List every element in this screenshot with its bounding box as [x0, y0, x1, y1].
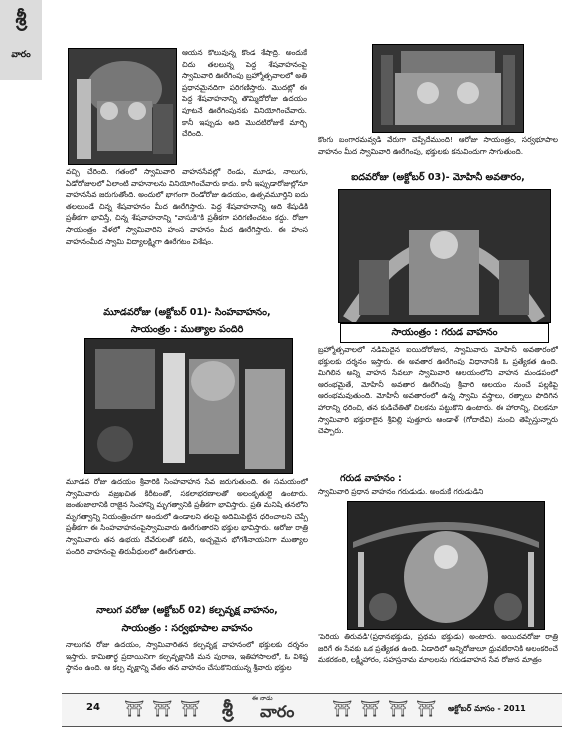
temple-icon: ⛩: [332, 699, 353, 718]
masthead-logo-glyph: శ్రీ: [15, 6, 27, 30]
temple-icon: ⛩: [152, 699, 173, 718]
day4-subheading: సాయంత్రం : సర్వభూపాల వాహనం: [121, 623, 253, 634]
garuda-paragraph-1: స్వామివారి ప్రధాన వాహనం గరుడుడు. అందుకే గరుడుడిని: [318, 487, 484, 496]
masthead-logo-tab: [0, 0, 42, 80]
day3-paragraph: మూడవ రోజు ఉదయం శ్రీవారికి సింహవాహన సేవ జరుగుతుంది. ఈ సమయంలో స్వామివారు వజ్రఖచిత కిరీటంతో, సకలాభరణాలతో అలంకృతులై ఉంటారు. జంతుజాలానికి రాజైన సింహాన్ని మృగత్వానికి ప్రతీకగా భావిస్తారు. ప్రతి మనిషి తనలోని మృగత్వాన్ని నియంత్రించగా అందులో ఉండాలని తలపై అదిమిపెట్టిన ధరించాలని చెప్పే ప్రతీకగా ఈ సింహవాహనంపైస్వామివారు ఊరేగుతారని భక్తుల భావిస్తారు. ఆరోజు రాత్రి స్వామివారు తన ఉభయ దేవేరులతో కలిసి, అచ్చమైన భోగశీనాయనిగా ముత్యాల పందిరి వాహనంపై తిరువీధులలో ఊరేగుతారు.: [66, 477, 308, 556]
photo-garuda-vahanam: [347, 501, 545, 630]
day4-paragraph: నాలుగవ రోజు ఉదయం, స్వామివారితన కల్పవృక్ష వాహనంలో భక్తులకు దర్శనం ఇస్తారు. కామితార్థ ప్రదాయినిగా కల్పవృక్షానికి మన పురాణ, ఇతిహాసాలలో, ఓ విశిష్ట స్థానం ఉంది. ఆ కల్ప వృక్షాన్ని వేతం తన వాహనం చేసుకొనియున్న శ్రీవారు భక్తుల: [66, 640, 308, 673]
garuda-heading: గరుడ వాహనం :: [340, 473, 402, 484]
garuda-paragraph-2: 'పెరియ తిరువడి'(ప్రధానభక్తుడు, ప్రథమ భక్తుడు) అంటారు. అయిదవరోజు రాత్రి జరిగే ఈ సేవకు ఒక ప్రత్యేకత ఉంది. ఏడాదిలో అన్నిరోజులూ ధ్రువబేరానికి అలంకరించే మకరకంఠి, లక్ష్మీహారం, సహస్రనామ మాలలను గరుడవాహన సేవ రోజున మాత్రం: [318, 632, 558, 665]
day3-heading: మూడవరోజు (అక్టోబర్ 01)- సింహవాహనం,: [103, 307, 271, 318]
photo-pedda-sesha-vahanam: [68, 48, 177, 165]
footer-bar: [62, 693, 562, 727]
day5-heading: ఐదవరోజు (అక్టోబర్ 03)- మోహినీ అవతారం,: [351, 172, 525, 183]
day3-subheading: సాయంత్రం : ముత్యాల పందిరి: [130, 324, 244, 335]
day5-caption: సాయంత్రం : గరుడ వాహనం: [340, 323, 549, 343]
left-paragraph-1b: వచ్చి చేరింది. గతంలో స్వామివారి వాహనసేవల్లో రెండు, మూడు, నాలుగు, ఏడోరోజులలో ఏలాంటి వాహనాలను వినియోగించేవారు కాదు. కానీ ఇప్పుడారోజుల్లోనూ వాహనసేవ జరుగుతోంది. అందులో భాగంగా రెండోరోజు ఉదయం, ఉత్సవమూర్తిని ఐదు తలలుండే చిన్న శేషవాహనం మీద ఊరేగిస్తారు. పెద్ద శేషవాహనాన్ని ఆది శేషుడికి ప్రతీకగా భావిస్తే, చిన్న శేషవాహనాన్ని "వాసుకి"కి ప్రతీకగా పరిగణించటం కద్దు. రోజూ సాయంత్రం వేళలో స్వామివారిని హంస వాహనం మీద ఊరేగిస్తారు. ఈ హంస వాహనంమీద స్వామి విద్యాలక్ష్మిగా ఊరేగటం విశేషం.: [66, 167, 308, 246]
issue-label: అక్టోబర్ మాసం - 2011: [448, 704, 526, 713]
temple-icon: ⛩: [416, 699, 437, 718]
photo-mohini-avataram-art: [339, 190, 550, 322]
day5-paragraph: బ్రహ్మోత్సవాలలో నడిమిదైన ఐయిదోరోజున, స్వామివారు మోహినీ అవతారంలో భక్తులకు దర్శనం ఇస్తారు. ఈ అవతార ఊరేగింపు విధానానికి ఓ ప్రత్యేకత ఉంది. మిగిలిన అన్ని వాహన సేవలూ స్వామివారి ఆలయంలోని వాహన మండపంలో ఆరంభమైతే, మోహినీ అవతార ఊరేగింపు శ్రీవారి ఆలయం నుంచే పల్లకిపై ఆరంభమవుతుంది. మోహినీ అవతారంలో ఉన్న స్వామి వస్త్రాలు, రత్నాలు పొదిగిన హారాన్ని ధరించి, తన కుడిచేతితో చిలకను పట్టుకొని ఉంటారు. ఈ హారాన్ని, చిలకనూ స్వామివారి భక్తురాలైన శ్రీవిల్లి పుత్తూరు ఆండాళ్ (గోదాదేవి) నుంచి తెప్పిస్తున్నారు చెప్పారు.: [318, 345, 558, 436]
brand-logo: శ్రీ: [222, 697, 233, 721]
right-paragraph-1: కొంగు బంగారమవ్వడి వేరుగా చెప్పేదేముంది! ఆరోజు సాయంత్రం, సర్వభూపాల వాహనం మీద స్వామివారి ఊరేగింపు, భక్తులకు కనువిందుగా సాగుతుంది.: [318, 135, 558, 156]
photo-mohini-avataram: [338, 189, 551, 323]
masthead-logo-word: వారం: [11, 50, 31, 60]
day4-heading: నాలుగ వరోజు (అక్టోబర్ 02) కల్పవృక్ష వాహనం,: [96, 605, 278, 616]
brand-logo-word: వారం: [260, 702, 295, 721]
temple-icon: ⛩: [360, 699, 381, 718]
photo-simha-vahanam: [84, 338, 293, 474]
photo-pedda-sesha-vahanam-art: [69, 49, 176, 164]
brand-prefix: ఈ నాడు: [252, 695, 273, 702]
photo-simha-vahanam-art: [85, 339, 292, 473]
photo-garuda-vahanam-art: [348, 502, 544, 629]
temple-icon: ⛩: [388, 699, 409, 718]
page-number: 24: [86, 702, 100, 713]
photo-sarvabhupala-vahanam: [372, 44, 524, 133]
temple-icon: ⛩: [124, 699, 145, 718]
photo-sarvabhupala-vahanam-art: [373, 45, 523, 132]
left-paragraph-1: ఆయన కొలువున్న కొండ శేషాద్రి. అందుకే చిదు తలలున్న పెద్ద శేషవాహనంపై స్వామివారి ఊరేగింపు బ్రహ్మోత్సవాలలో అతి ప్రధానమైనదిగా పరిగణిస్తారు. మొదట్లో ఈ పెద్ద శేషవాహనాన్ని తొమ్మిదోరోజు ఉదయం పూటనే ఊరేగింపునకు వినియోగించేవారు. కానీ ఇప్పుడు అది మొదటిరోజుకే మార్చి చేరింది.: [182, 48, 307, 139]
temple-icon: ⛩: [180, 699, 201, 718]
